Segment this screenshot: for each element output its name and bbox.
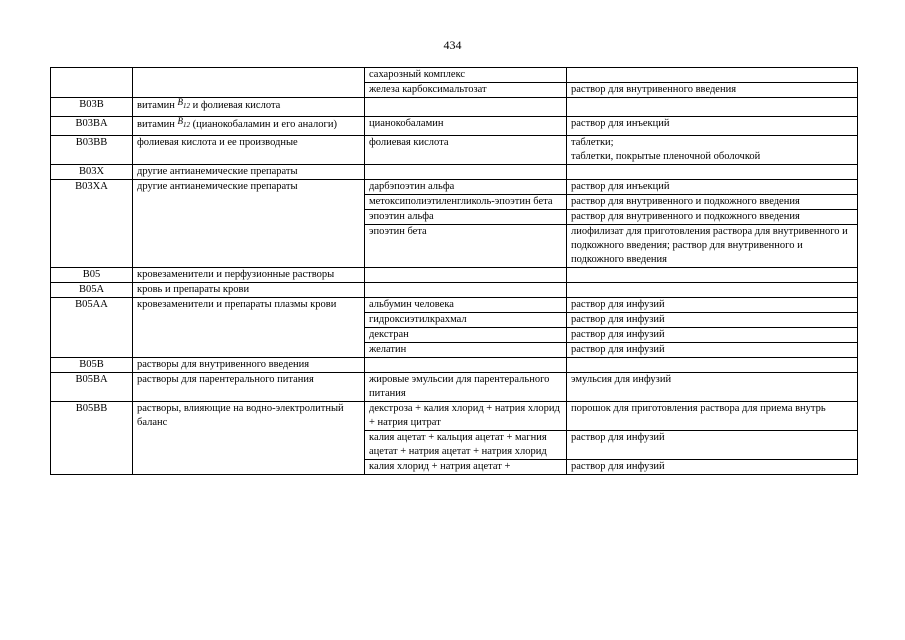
vitamin-symbol: $B_{12}$: [177, 115, 190, 129]
form-cell: раствор для инфузий: [567, 430, 858, 459]
table-row: [51, 372, 858, 401]
code-cell: B05AA: [51, 297, 133, 312]
drug-table: [50, 67, 858, 475]
group-cell: [133, 116, 365, 135]
group-cell: кровезаменители и препараты плазмы крови: [133, 297, 365, 312]
group-cell: [133, 68, 365, 83]
drug-cell: фолиевая кислота: [365, 135, 567, 164]
code-cell: [51, 209, 133, 224]
form-cell: раствор для инъекций: [567, 116, 858, 135]
group-suffix: и фолиевая кислота: [192, 100, 281, 111]
group-cell: [133, 83, 365, 98]
table-row: [51, 342, 858, 357]
drug-cell: [365, 98, 567, 117]
drug-cell: цианокобаламин: [365, 116, 567, 135]
table-row: [51, 194, 858, 209]
vitamin-symbol: $B_{12}$: [177, 97, 190, 110]
code-cell: [51, 68, 133, 83]
form-cell: раствор для инфузий: [567, 459, 858, 474]
drug-cell: альбумин человека: [365, 297, 567, 312]
code-cell: B05BA: [51, 372, 133, 401]
form-cell: раствор для инфузий: [567, 327, 858, 342]
group-cell: [133, 98, 365, 117]
group-cell: растворы, влияющие на водно-электролитный баланс: [133, 401, 365, 430]
table-row: [51, 401, 858, 430]
table-row: [51, 357, 858, 372]
table-row: [51, 68, 858, 83]
group-cell: [133, 327, 365, 342]
group-cell: [133, 209, 365, 224]
form-cell: раствор для внутривенного введения: [567, 83, 858, 98]
drug-cell: железа карбоксимальтозат: [365, 83, 567, 98]
drug-cell: [365, 267, 567, 282]
drug-cell: [365, 282, 567, 297]
drug-cell: декстран: [365, 327, 567, 342]
drug-cell: сахарозный комплекс: [365, 68, 567, 83]
form-cell: [567, 164, 858, 179]
form-cell: [567, 68, 858, 83]
form-cell: [567, 282, 858, 297]
drug-cell: дарбэпоэтин альфа: [365, 179, 567, 194]
code-cell: B05A: [51, 282, 133, 297]
drug-cell: метоксиполиэтиленгликоль-эпоэтин бета: [365, 194, 567, 209]
drug-cell: эпоэтин бета: [365, 224, 567, 267]
group-cell: [133, 430, 365, 459]
form-cell: таблетки; таблетки, покрытые пленочной оболочкой: [567, 135, 858, 164]
group-cell: [133, 342, 365, 357]
form-cell: лиофилизат для приготовления раствора для внутривенного и подкожного введения; раствор для внутривенного и подкожного введения: [567, 224, 858, 267]
group-cell: растворы для парентерального питания: [133, 372, 365, 401]
code-cell: B03X: [51, 164, 133, 179]
code-cell: B05BB: [51, 401, 133, 430]
form-cell: раствор для инфузий: [567, 297, 858, 312]
table-row: [51, 327, 858, 342]
drug-cell: желатин: [365, 342, 567, 357]
code-cell: [51, 459, 133, 474]
drug-cell: калия ацетат + кальция ацетат + магния ацетат + натрия ацетат + натрия хлорид: [365, 430, 567, 459]
table-row: [51, 98, 858, 117]
group-cell: кровь и препараты крови: [133, 282, 365, 297]
form-cell: [567, 267, 858, 282]
group-cell: кровезаменители и перфузионные растворы: [133, 267, 365, 282]
drug-cell: калия хлорид + натрия ацетат +: [365, 459, 567, 474]
form-cell: порошок для приготовления раствора для приема внутрь: [567, 401, 858, 430]
code-cell: B03BA: [51, 116, 133, 135]
code-cell: [51, 342, 133, 357]
drug-cell: [365, 164, 567, 179]
form-cell: раствор для инъекций: [567, 179, 858, 194]
table-row: [51, 459, 858, 474]
code-cell: B05B: [51, 357, 133, 372]
form-cell: [567, 357, 858, 372]
code-cell: B03BB: [51, 135, 133, 164]
code-cell: B03B: [51, 98, 133, 117]
code-cell: [51, 224, 133, 267]
group-cell: растворы для внутривенного введения: [133, 357, 365, 372]
code-cell: [51, 327, 133, 342]
drug-cell: эпоэтин альфа: [365, 209, 567, 224]
table-row: [51, 282, 858, 297]
group-cell: [133, 459, 365, 474]
drug-cell: [365, 357, 567, 372]
table-row: [51, 297, 858, 312]
code-cell: [51, 312, 133, 327]
page-number: 434: [443, 38, 462, 52]
table-row: [51, 179, 858, 194]
table-row: [51, 116, 858, 135]
table-row: [51, 209, 858, 224]
form-cell: эмульсия для инфузий: [567, 372, 858, 401]
group-cell: фолиевая кислота и ее производные: [133, 135, 365, 164]
form-cell: раствор для внутривенного и подкожного введения: [567, 209, 858, 224]
table-row: [51, 430, 858, 459]
group-prefix: витамин: [137, 100, 175, 111]
group-suffix: (цианокобаламин и его аналоги): [192, 118, 337, 130]
drug-cell: гидроксиэтилкрахмал: [365, 312, 567, 327]
table-row: [51, 83, 858, 98]
code-cell: [51, 430, 133, 459]
code-cell: [51, 194, 133, 209]
table-row: [51, 164, 858, 179]
table-row: [51, 312, 858, 327]
group-cell: [133, 194, 365, 209]
drug-cell: жировые эмульсии для парентерального питания: [365, 372, 567, 401]
group-cell: другие антианемические препараты: [133, 164, 365, 179]
group-prefix: витамин: [137, 118, 175, 130]
drug-cell: декстроза + калия хлорид + натрия хлорид + натрия цитрат: [365, 401, 567, 430]
form-cell: раствор для инфузий: [567, 312, 858, 327]
table-row: [51, 135, 858, 164]
group-cell: [133, 224, 365, 267]
form-cell: [567, 98, 858, 117]
code-cell: B05: [51, 267, 133, 282]
group-cell: [133, 312, 365, 327]
group-cell: другие антианемические препараты: [133, 179, 365, 194]
table-row: [51, 267, 858, 282]
form-cell: раствор для инфузий: [567, 342, 858, 357]
code-cell: [51, 83, 133, 98]
form-cell: раствор для внутривенного и подкожного введения: [567, 194, 858, 209]
table-row: [51, 224, 858, 267]
code-cell: B03XA: [51, 179, 133, 194]
